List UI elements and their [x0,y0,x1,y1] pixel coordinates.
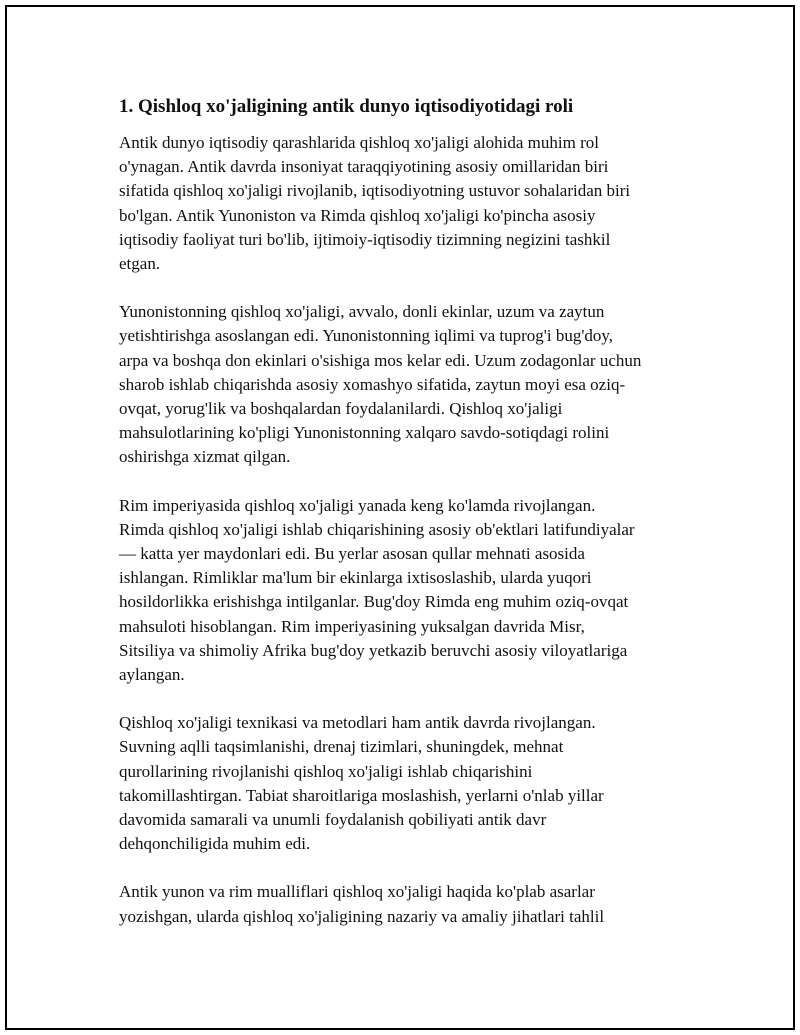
paragraph [119,131,689,276]
text-line: oshirishga xizmat qilgan. [119,447,291,467]
text-line: Antik yunon va rim mualliflari qishloq xo'jaligi haqida ko'plab asarlar [119,882,595,902]
text-line: Antik dunyo iqtisodiy qarashlarida qishloq xo'jaligi alohida muhim rol [119,133,599,152]
document-page [5,5,795,1030]
text-line: takomillashtirgan. Tabiat sharoitlariga moslashish, yerlarni o'nlab yillar [119,785,604,805]
text-line: ovqat, yorug'lik va boshqalardan foydalanilardi. Qishloq xo'jaligi [119,399,563,419]
text-line: yozishgan, ularda qishloq xo'jaligining nazariy va amaliy jihatlari tahlil [119,906,605,926]
document-body [119,95,689,953]
text-line: mahsulotlarining ko'pligi Yunonistonning xalqaro savdo-sotiqdagi rolini [119,423,610,443]
text-line: mahsuloti hisoblangan. Rim imperiyasining yuksalgan davrida Misr, [119,616,585,636]
text-line: qurollarining rivojlanishi qishloq xo'jaligi ishlab chiqarishini [119,761,533,781]
text-line: aylangan. [119,665,185,685]
text-line: Qishloq xo'jaligi texnikasi va metodlari ham antik davrda rivojlangan. [119,713,596,733]
text-line: bo'lgan. Antik Yunoniston va Rimda qishloq xo'jaligi ko'pincha asosiy [119,205,596,225]
text-line: Rim imperiyasida qishloq xo'jaligi yanada keng ko'lamda rivojlangan. [119,495,596,515]
text-line: Rimda qishloq xo'jaligi ishlab chiqarishining asosiy ob'ektlari latifundiyalar [119,519,635,539]
text-line: yetishtirishga asoslangan edi. Yunonistonning iqlimi va tuprog'i bug'doy, [119,326,614,346]
text-line: davomida samarali va unumli foydalanish qobiliyati antik davr [119,810,547,830]
text-line: hosildorlikka erishishga intilganlar. Bug'doy Rimda eng muhim oziq-ovqat [119,592,629,612]
text-line: dehqonchiligida muhim edi. [119,834,311,854]
paragraph [119,880,689,928]
text-line: etgan. [119,254,161,274]
section-heading: 1. Qishloq xo'jaligining antik dunyo iqtisodiyotidagi roli [119,96,574,117]
text-line: sharob ishlab chiqarishda asosiy xomashyo sifatida, zaytun moyi esa oziq- [119,374,626,394]
text-line: Yunonistonning qishloq xo'jaligi, avvalo, donli ekinlar, uzum va zaytun [119,302,605,322]
paragraphs-container [119,131,689,929]
text-line: Sitsiliya va shimoliy Afrika bug'doy yetkazib beruvchi asosiy viloyatlariga [119,640,628,660]
text-line: arpa va boshqa don ekinlari o'sishiga mos kelar edi. Uzum zodagonlar uchun [119,350,642,370]
text-line: o'ynagan. Antik davrda insoniyat taraqqiyotining asosiy omillaridan biri [119,157,609,177]
text-line: iqtisodiy faoliyat turi bo'lib, ijtimoiy-iqtisodiy tizimning negizini tashkil [119,229,611,249]
text-line: ishlangan. Rimliklar ma'lum bir ekinlarga ixtisoslashib, ularda yuqori [119,568,592,588]
text-line: — katta yer maydonlari edi. Bu yerlar asosan qullar mehnati asosida [119,544,585,564]
paragraph [119,300,689,469]
paragraph [119,494,689,688]
paragraph [119,711,689,856]
text-line: Suvning aqlli taqsimlanishi, drenaj tizimlari, shuningdek, mehnat [119,737,564,757]
text-line: sifatida qishloq xo'jaligi rivojlanib, iqtisodiyotning ustuvor sohalaridan biri [119,181,631,201]
